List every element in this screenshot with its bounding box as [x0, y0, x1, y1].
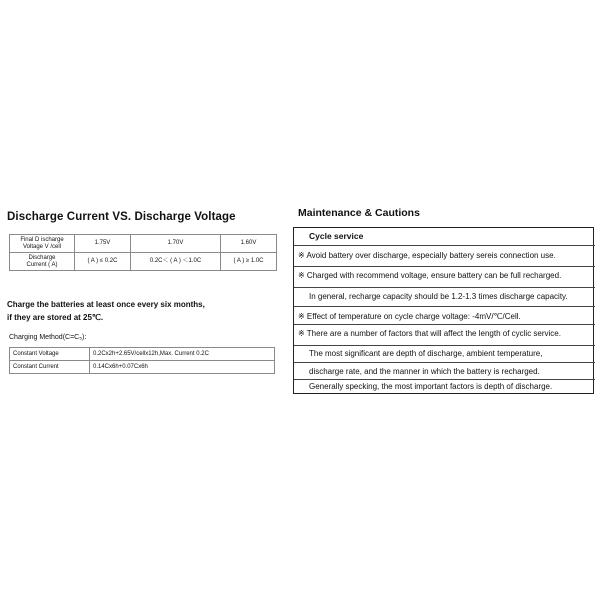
table-row: [10, 253, 277, 271]
label-line: Voltage V /cell: [22, 243, 62, 250]
maintenance-section-title: Maintenance & Cautions: [298, 207, 420, 219]
list-item: ※ Charged with recommend voltage, ensure battery can be full recharged.: [294, 266, 595, 287]
cycle-service-box: [293, 227, 594, 394]
method-value: 0.14Cx6h+0.07Cx6h: [90, 361, 275, 374]
table-cell: ( A ) ≥ 1.0C: [221, 253, 277, 271]
list-item: Generally specking, the most important factors is depth of discharge.: [294, 379, 595, 394]
discharge-section-title: Discharge Current VS. Discharge Voltage: [7, 211, 236, 223]
table-cell: 1.75V: [75, 235, 131, 253]
discharge-table: [9, 234, 277, 271]
label-line: Current ( A): [26, 261, 58, 268]
method-name: Constant Voltage: [10, 348, 90, 361]
discharge-current-label: [10, 253, 75, 271]
charging-method-table: [9, 347, 275, 374]
list-item: ※ Effect of temperature on cycle charge voltage: -4mV/℃/Cell.: [294, 306, 595, 324]
cycle-service-header: Cycle service: [309, 231, 364, 241]
list-item: ※ Avoid battery over discharge, especially battery sereis connection use.: [294, 245, 595, 266]
table-cell: 1.70V: [130, 235, 220, 253]
charging-method-label: Charging Method(C=C₅):: [9, 334, 87, 341]
storage-charge-note: [7, 298, 205, 324]
list-item: In general, recharge capacity should be 1.2-1.3 times discharge capacity.: [294, 287, 595, 306]
final-discharge-voltage-label: [10, 235, 75, 253]
table-cell: ( A ) ≤ 0.2C: [75, 253, 131, 271]
table-row: [10, 361, 275, 374]
list-item: discharge rate, and the manner in which the battery is recharged.: [294, 362, 595, 379]
label-line: Final D ischarge: [20, 236, 64, 243]
table-row: [10, 348, 275, 361]
method-value: 0.2Cx2h+2.65V/cellx12h,Max. Current 0.2C: [90, 348, 275, 361]
table-cell: 1.60V: [221, 235, 277, 253]
label-line: Discharge: [28, 254, 56, 261]
list-item: The most significant are depth of discharge, ambient temperature,: [294, 345, 595, 362]
note-line: if they are stored at 25℃.: [7, 313, 104, 322]
method-name: Constant Current: [10, 361, 90, 374]
table-row: [10, 235, 277, 253]
note-line: Charge the batteries at least once every six months,: [7, 300, 205, 309]
list-item: ※ There are a number of factors that will affect the length of cyclic service.: [294, 324, 595, 345]
table-cell: 0.2C＜ ( A ) ＜1.0C: [130, 253, 220, 271]
